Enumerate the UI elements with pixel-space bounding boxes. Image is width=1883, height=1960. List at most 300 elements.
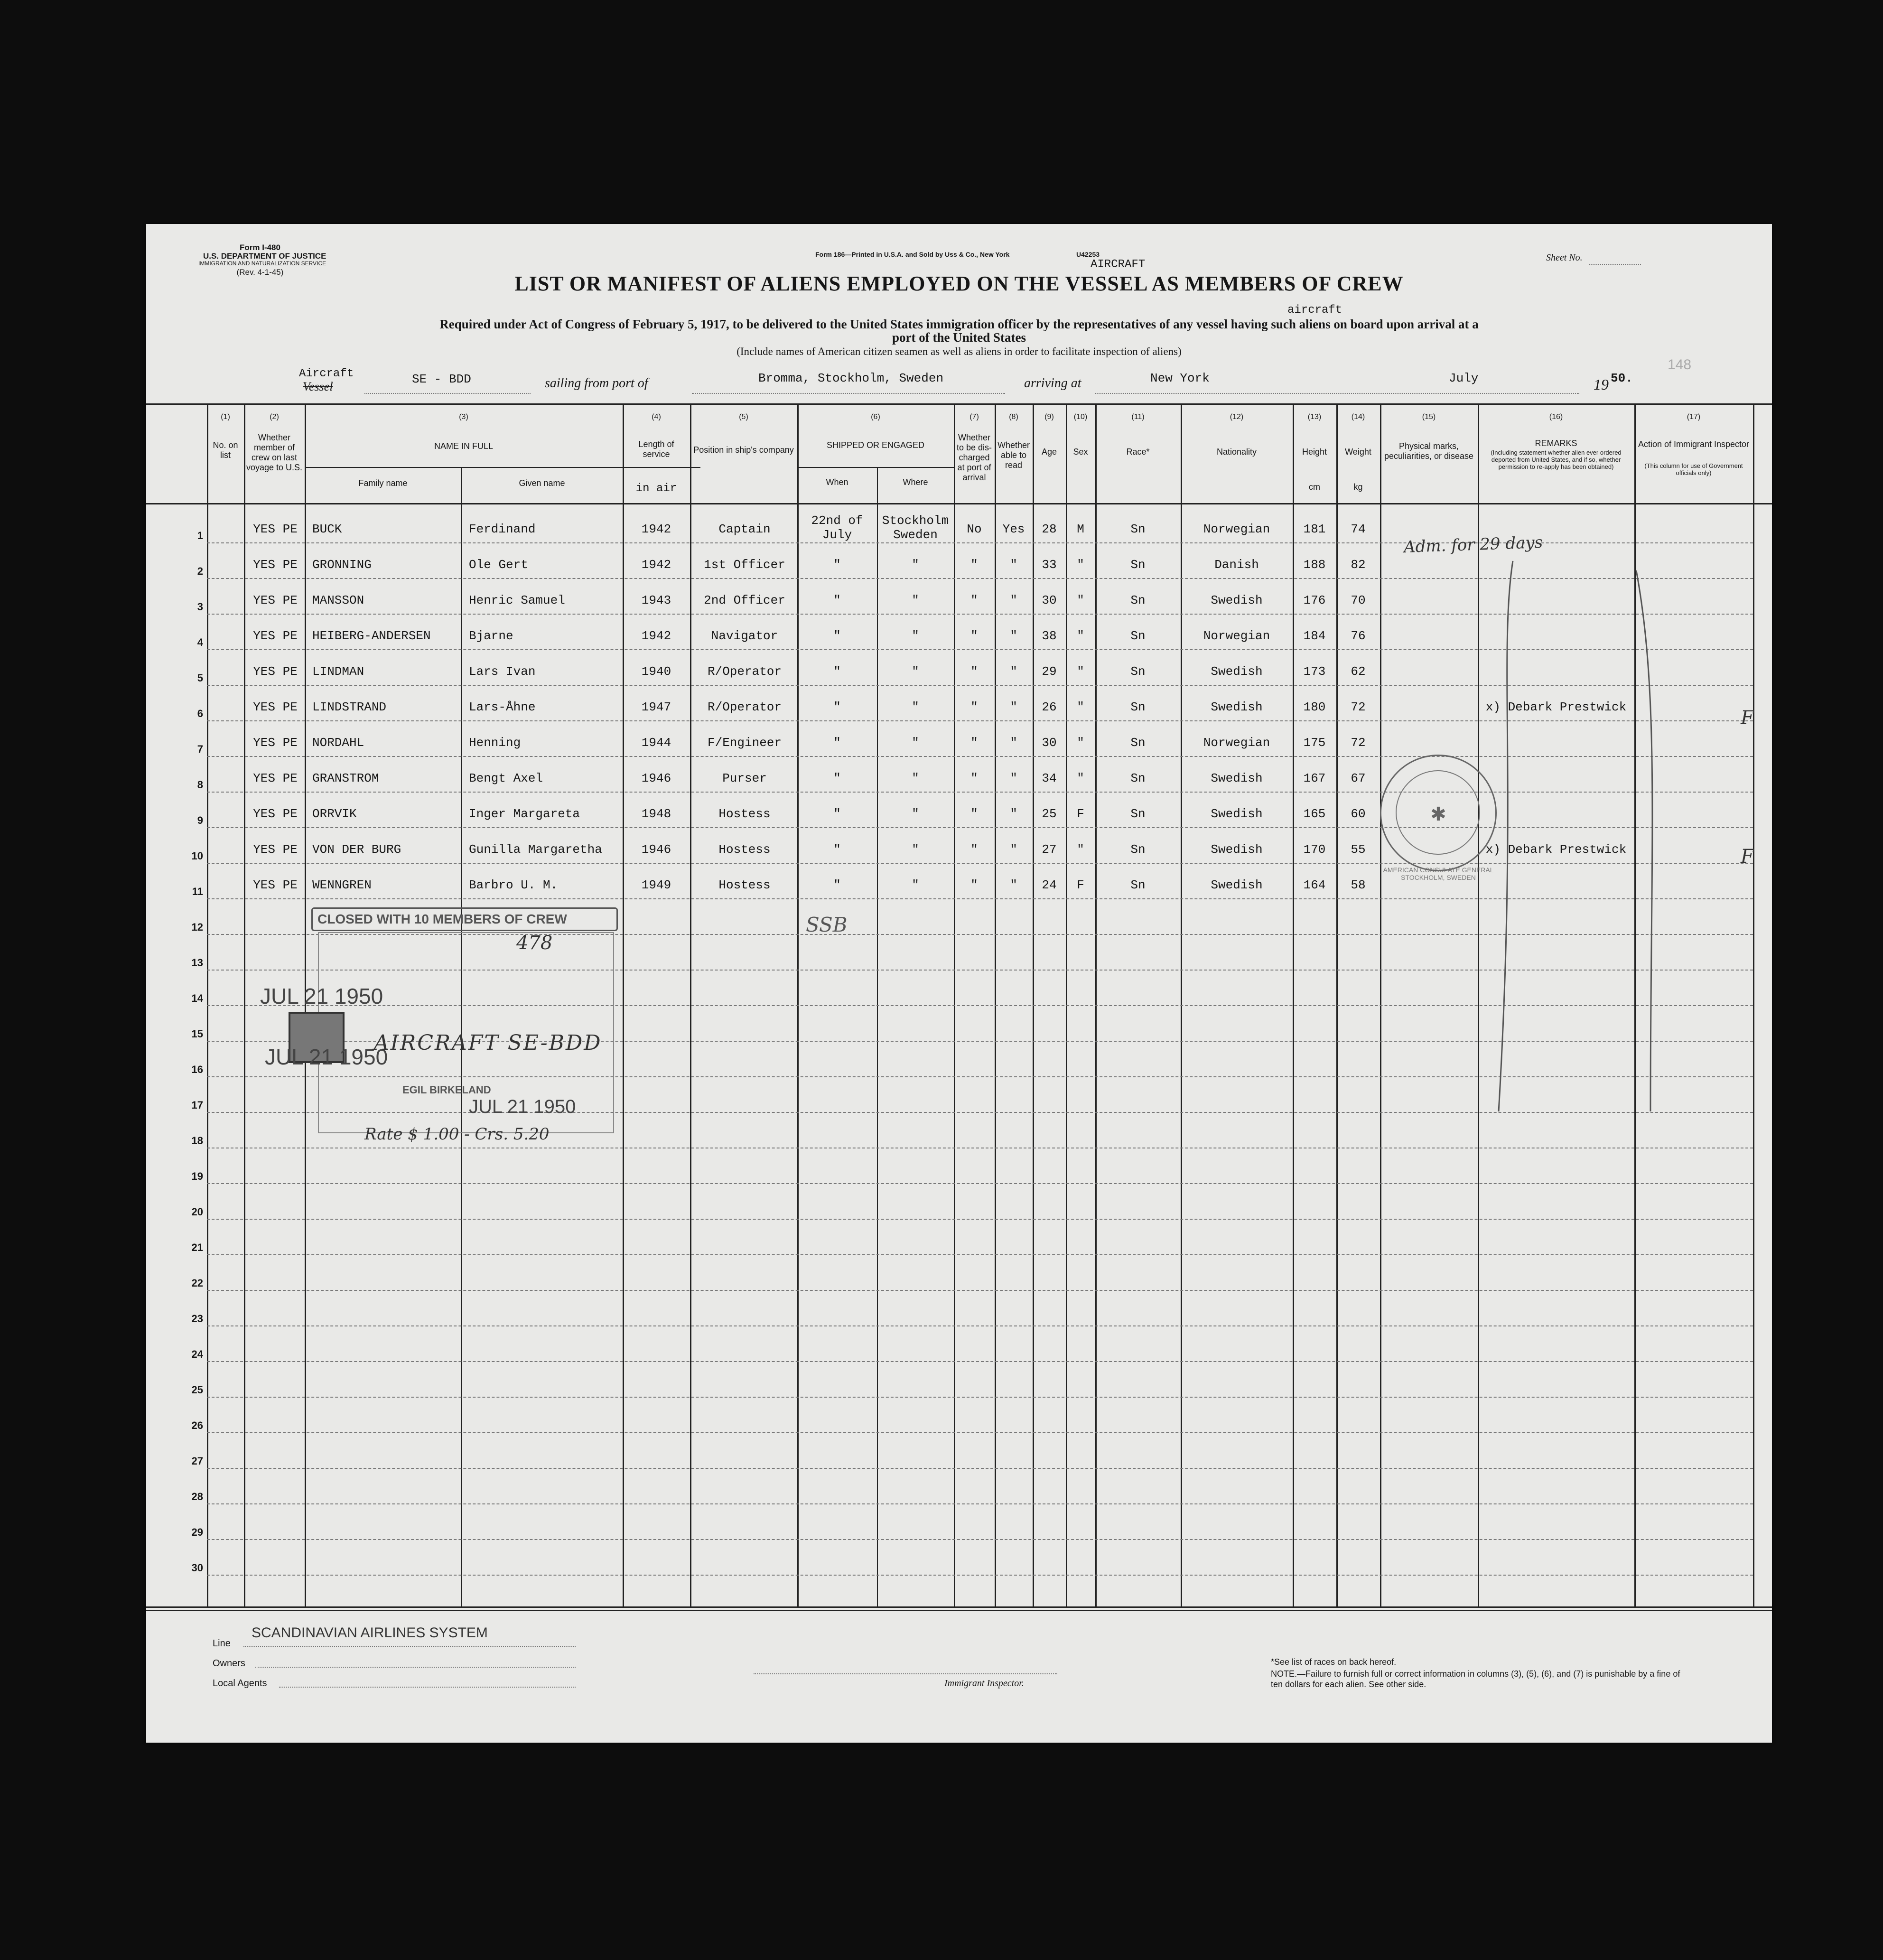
cell-nationality: Norwegian	[1203, 629, 1270, 643]
col-num: (8)	[1009, 413, 1018, 421]
col-num: (3)	[459, 413, 468, 421]
cell-family: VON DER BURG	[312, 842, 401, 857]
cell-nationality: Swedish	[1211, 807, 1263, 821]
row-rule	[207, 1503, 1753, 1504]
cell-last_voyage: YES PE	[253, 807, 298, 821]
cell-weight: 72	[1351, 736, 1366, 750]
arriving-port: New York	[1150, 371, 1210, 385]
cell-given: Bjarne	[469, 629, 513, 643]
initials: SSB	[806, 913, 848, 936]
row-number: 3	[197, 601, 203, 613]
col-family-name: Family name	[358, 478, 408, 488]
cell-discharged: "	[970, 558, 978, 572]
row-rule	[207, 1219, 1753, 1220]
row-number: 1	[197, 530, 203, 541]
subtitle-2: port of the United States	[892, 330, 1026, 345]
cell-family: LINDSTRAND	[312, 700, 387, 714]
cell-race: Sn	[1130, 842, 1146, 857]
cell-service: 1948	[641, 807, 671, 821]
cell-remarks: x) Debark Prestwick	[1485, 842, 1627, 857]
cell-read: "	[1010, 593, 1017, 607]
service: IMMIGRATION AND NATURALIZATION SERVICE	[198, 260, 326, 267]
cell-last_voyage: YES PE	[253, 558, 298, 572]
cell-nationality: Norwegian	[1203, 736, 1270, 750]
cell-nationality: Norwegian	[1203, 522, 1270, 536]
cell-last_voyage: YES PE	[253, 629, 298, 643]
cell-where: "	[912, 736, 919, 750]
col-race: Race*	[1126, 447, 1150, 457]
cell-sex: "	[1077, 558, 1084, 572]
col-read: Whether able to read	[997, 440, 1030, 470]
row-rule	[207, 1468, 1753, 1469]
col-num: (13)	[1307, 413, 1322, 421]
manifest-sheet	[146, 224, 1772, 1743]
page-title: LIST OR MANIFEST OF ALIENS EMPLOYED ON THE VESSEL AS MEMBERS OF CREW	[514, 272, 1404, 295]
cell-last_voyage: YES PE	[253, 878, 298, 892]
cell-when: "	[833, 842, 841, 857]
cell-service: 1942	[641, 629, 671, 643]
cell-service: 1944	[641, 736, 671, 750]
cell-when: "	[833, 878, 841, 892]
row-number: 11	[192, 886, 203, 897]
cell-last_voyage: YES PE	[253, 736, 298, 750]
arrival-month: July	[1449, 371, 1479, 385]
cell-where: Stockholm Sweden	[882, 513, 949, 542]
cell-where: "	[912, 878, 919, 892]
row-number: 2	[197, 565, 203, 577]
cell-race: Sn	[1130, 878, 1146, 892]
seal-text: AMERICAN CONSULATE GENERAL STOCKHOLM, SWEDEN	[1383, 866, 1494, 881]
vessel-name: SE - BDD	[412, 372, 471, 386]
cell-family: GRONNING	[312, 558, 372, 572]
cell-when: "	[833, 593, 841, 607]
cell-position: 2nd Officer	[704, 593, 785, 607]
stamp-number: 478	[516, 932, 553, 954]
cell-family: HEIBERG-ANDERSEN	[312, 629, 431, 643]
cell-given: Inger Margareta	[469, 807, 580, 821]
cell-when: "	[833, 771, 841, 785]
sailing-port: Bromma, Stockholm, Sweden	[758, 371, 944, 385]
row-number: 30	[191, 1562, 203, 1574]
cell-discharged: "	[970, 700, 978, 714]
cell-last_voyage: YES PE	[253, 664, 298, 679]
owners-label: Owners	[213, 1658, 245, 1669]
col-num: (14)	[1351, 413, 1365, 421]
cell-service: 1942	[641, 558, 671, 572]
aircraft-stamp: AIRCRAFT SE-BDD	[374, 1031, 602, 1055]
col-service-note: in air	[635, 482, 677, 495]
cell-race: Sn	[1130, 593, 1146, 607]
consulate-seal	[1380, 755, 1497, 881]
row-rule	[207, 1361, 1753, 1362]
cell-read: "	[1010, 664, 1017, 679]
cell-read: "	[1010, 878, 1017, 892]
cell-height: 184	[1303, 629, 1326, 643]
cell-sex: "	[1077, 736, 1084, 750]
aircraft-insert-2: aircraft	[1287, 304, 1342, 317]
cell-age: 24	[1042, 878, 1057, 892]
races-note: *See list of races on back hereof.	[1271, 1657, 1397, 1667]
cell-height: 170	[1303, 842, 1326, 857]
row-number: 10	[191, 850, 203, 862]
row-number: 25	[191, 1384, 203, 1396]
row-rule	[207, 1183, 1753, 1184]
col-num: (4)	[652, 413, 661, 421]
row-rule	[207, 1325, 1753, 1326]
cell-where: "	[912, 807, 919, 821]
row-number: 4	[197, 636, 203, 648]
col-num: (2)	[270, 413, 279, 421]
closed-stamp	[311, 907, 618, 931]
cell-height: 175	[1303, 736, 1326, 750]
cell-height: 167	[1303, 771, 1326, 785]
col-when: When	[826, 477, 848, 487]
cell-weight: 70	[1351, 593, 1366, 607]
row-rule	[207, 1539, 1753, 1540]
printer-code: U42253	[1076, 251, 1100, 258]
cell-family: BUCK	[312, 522, 342, 536]
cell-weight: 58	[1351, 878, 1366, 892]
row-number: 22	[191, 1277, 203, 1289]
cell-read: "	[1010, 736, 1017, 750]
printer-line: Form 186—Printed in U.S.A. and Sold by Uss & Co., New York	[815, 251, 1010, 258]
cell-race: Sn	[1130, 771, 1146, 785]
cell-sex: M	[1077, 522, 1084, 536]
cell-given: Lars-Åhne	[469, 700, 536, 714]
fee-note: Rate $ 1.00 - Crs. 5.20	[364, 1125, 550, 1144]
cell-given: Barbro U. M.	[469, 878, 558, 892]
col-last-voyage: Whether member of crew on last voyage to U.S.	[246, 433, 303, 472]
row-rule	[207, 1397, 1753, 1398]
cell-given: Bengt Axel	[469, 771, 543, 785]
cell-race: Sn	[1130, 807, 1146, 821]
agents-label: Local Agents	[213, 1678, 267, 1689]
cell-age: 33	[1042, 558, 1057, 572]
cell-age: 28	[1042, 522, 1057, 536]
cell-height: 188	[1303, 558, 1326, 572]
cell-height: 176	[1303, 593, 1326, 607]
cell-weight: 67	[1351, 771, 1366, 785]
cell-discharged: "	[970, 664, 978, 679]
col-height-unit: cm	[1309, 482, 1320, 492]
col-where: Where	[903, 477, 928, 487]
row-number: 24	[191, 1348, 203, 1360]
cell-sex: "	[1077, 593, 1084, 607]
cell-given: Ole Gert	[469, 558, 528, 572]
cell-weight: 72	[1351, 700, 1366, 714]
date-stamp-3: JUL 21 1950	[469, 1096, 576, 1117]
line-label: Line	[213, 1638, 231, 1649]
row-number: 14	[191, 992, 203, 1004]
cell-position: R/Operator	[707, 664, 782, 679]
cell-sex: "	[1077, 842, 1084, 857]
year-prefix: 19	[1594, 376, 1609, 393]
cell-sex: F	[1077, 878, 1084, 892]
eagle-icon: ✱	[1430, 804, 1446, 825]
footer-note: NOTE.—Failure to furnish full or correct information in columns (3), (5), (6), and (7) is punishable by a fine of ten dollars for each alien. See other side.	[1271, 1669, 1680, 1689]
cell-height: 181	[1303, 522, 1326, 536]
closed-stamp-text: CLOSED WITH 10 MEMBERS OF CREW	[317, 912, 567, 926]
cell-discharged: "	[970, 771, 978, 785]
cell-where: "	[912, 593, 919, 607]
year-suffix: 50.	[1611, 371, 1633, 385]
cell-height: 173	[1303, 664, 1326, 679]
cell-when: "	[833, 664, 841, 679]
col-name: NAME IN FULL	[434, 441, 494, 451]
col-remarks: REMARKS	[1535, 439, 1577, 448]
row-number: 6	[197, 708, 203, 719]
row-number: 17	[191, 1099, 203, 1111]
row-number: 27	[191, 1455, 203, 1467]
row-number: 28	[191, 1491, 203, 1503]
cell-nationality: Swedish	[1211, 664, 1263, 679]
cell-service: 1943	[641, 593, 671, 607]
col-action-note: (This column for use of Government officials only)	[1644, 462, 1743, 476]
vessel-type: Aircraft	[299, 367, 354, 380]
cell-family: WENNGREN	[312, 878, 372, 892]
cell-weight: 60	[1351, 807, 1366, 821]
cell-given: Henric Samuel	[469, 593, 565, 607]
line-value: SCANDINAVIAN AIRLINES SYSTEM	[252, 1625, 488, 1641]
cell-family: MANSSON	[312, 593, 364, 607]
cell-where: "	[912, 842, 919, 857]
cell-service: 1947	[641, 700, 671, 714]
col-num: (1)	[221, 413, 230, 421]
cell-discharged: "	[970, 593, 978, 607]
row-number: 13	[191, 957, 203, 969]
cell-given: Ferdinand	[469, 522, 536, 536]
row-number: 9	[197, 814, 203, 826]
col-num: (11)	[1131, 413, 1145, 421]
cell-family: GRANSTROM	[312, 771, 379, 785]
cell-discharged: "	[970, 736, 978, 750]
cell-race: Sn	[1130, 558, 1146, 572]
cell-when: "	[833, 700, 841, 714]
cell-where: "	[912, 664, 919, 679]
sheet-no-label: Sheet No.	[1546, 252, 1583, 263]
cell-family: LINDMAN	[312, 664, 364, 679]
cell-position: Hostess	[718, 878, 771, 892]
cell-age: 38	[1042, 629, 1057, 643]
col-num: (15)	[1422, 413, 1436, 421]
cell-discharged: "	[970, 842, 978, 857]
row-number: 21	[191, 1241, 203, 1253]
cell-sex: "	[1077, 771, 1084, 785]
cell-when: "	[833, 558, 841, 572]
row-number: 19	[191, 1170, 203, 1182]
row-number: 15	[191, 1028, 203, 1040]
cell-weight: 82	[1351, 558, 1366, 572]
form-number: Form I-480	[240, 243, 280, 252]
cell-given: Gunilla Margaretha	[469, 842, 602, 857]
physical-note: Adm. for 29 days	[1403, 532, 1543, 557]
col-action: Action of Immigrant Inspector	[1638, 439, 1750, 449]
cell-age: 29	[1042, 664, 1057, 679]
col-sex: Sex	[1073, 447, 1088, 457]
cell-height: 164	[1303, 878, 1326, 892]
col-num: (10)	[1073, 413, 1088, 421]
cell-discharged: "	[970, 807, 978, 821]
col-num: (12)	[1230, 413, 1244, 421]
cell-service: 1949	[641, 878, 671, 892]
cell-last_voyage: YES PE	[253, 842, 298, 857]
cell-position: R/Operator	[707, 700, 782, 714]
row-number: 7	[197, 743, 203, 755]
row-rule	[207, 1432, 1753, 1433]
vessel-label: Vessel	[303, 380, 333, 393]
cell-nationality: Danish	[1214, 558, 1259, 572]
row-number: 18	[191, 1135, 203, 1147]
row-number: 29	[191, 1526, 203, 1538]
department: U.S. DEPARTMENT OF JUSTICE	[203, 252, 326, 261]
cell-remarks: x) Debark Prestwick	[1485, 700, 1627, 714]
cell-sex: F	[1077, 807, 1084, 821]
cell-when: "	[833, 629, 841, 643]
cell-height: 165	[1303, 807, 1326, 821]
cell-race: Sn	[1130, 700, 1146, 714]
cell-race: Sn	[1130, 522, 1146, 536]
page-number: 148	[1668, 357, 1692, 373]
col-position: Position in ship's company	[693, 445, 794, 455]
col-num: (6)	[871, 413, 880, 421]
cell-position: Captain	[718, 522, 771, 536]
inspector-mark-row6: F	[1741, 707, 1754, 729]
officer-stamp: EGIL BIRKELAND	[402, 1084, 491, 1096]
col-nationality: Nationality	[1216, 447, 1257, 457]
cell-height: 180	[1303, 700, 1326, 714]
cell-discharged: "	[970, 629, 978, 643]
cell-position: Purser	[722, 771, 767, 785]
cell-position: 1st Officer	[704, 558, 785, 572]
cell-age: 30	[1042, 736, 1057, 750]
cell-position: Hostess	[718, 842, 771, 857]
cell-where: "	[912, 558, 919, 572]
col-service: Length of service	[638, 439, 674, 459]
cell-where: "	[912, 700, 919, 714]
cell-last_voyage: YES PE	[253, 522, 298, 536]
cell-position: Navigator	[711, 629, 778, 643]
cell-sex: "	[1077, 700, 1084, 714]
cell-nationality: Swedish	[1211, 771, 1263, 785]
col-weight: Weight	[1345, 447, 1371, 457]
aircraft-insert: AIRCRAFT	[1091, 258, 1146, 271]
col-shipped: SHIPPED OR ENGAGED	[826, 440, 925, 450]
cell-read: "	[1010, 842, 1017, 857]
cell-last_voyage: YES PE	[253, 700, 298, 714]
col-weight-unit: kg	[1353, 482, 1363, 492]
row-number: 23	[191, 1313, 203, 1325]
cell-race: Sn	[1130, 736, 1146, 750]
cell-read: "	[1010, 629, 1017, 643]
inspector-mark-row10: F	[1741, 846, 1754, 868]
cell-nationality: Swedish	[1211, 842, 1263, 857]
row-rule	[207, 1254, 1753, 1255]
cell-weight: 55	[1351, 842, 1366, 857]
cell-read: Yes	[1002, 522, 1025, 536]
cell-position: Hostess	[718, 807, 771, 821]
cell-read: "	[1010, 807, 1017, 821]
col-num: (5)	[739, 413, 748, 421]
cell-given: Lars Ivan	[469, 664, 536, 679]
cell-sex: "	[1077, 629, 1084, 643]
row-number: 16	[191, 1064, 203, 1075]
col-height: Height	[1302, 447, 1327, 457]
sailing-label: sailing from port of	[545, 376, 648, 391]
col-num: (9)	[1044, 413, 1054, 421]
cell-race: Sn	[1130, 664, 1146, 679]
cell-when: "	[833, 807, 841, 821]
row-number: 26	[191, 1419, 203, 1431]
subtitle-1: Required under Act of Congress of February 5, 1917, to be delivered to the United States immigration officer by the representatives of any vessel having such aliens on board upon arrival at a	[439, 317, 1479, 331]
col-num: (17)	[1687, 413, 1701, 421]
cell-where: "	[912, 629, 919, 643]
row-number: 5	[197, 672, 203, 684]
cell-read: "	[1010, 700, 1017, 714]
col-discharged: Whether to be dis-charged at port of arrival	[956, 433, 992, 482]
cell-when: 22nd of July	[811, 513, 863, 542]
cell-read: "	[1010, 558, 1017, 572]
cell-last_voyage: YES PE	[253, 593, 298, 607]
date-stamp-2: JUL 21 1950	[265, 1045, 388, 1069]
cell-service: 1940	[641, 664, 671, 679]
cell-where: "	[912, 771, 919, 785]
cell-weight: 74	[1351, 522, 1366, 536]
col-remarks-note: (Including statement whether alien ever ordered deported from United States, and if so, whether permission to re-apply has been obtained)	[1491, 449, 1622, 470]
row-number: 12	[191, 921, 203, 933]
cell-age: 25	[1042, 807, 1057, 821]
cell-when: "	[833, 736, 841, 750]
cell-service: 1942	[641, 522, 671, 536]
cell-age: 26	[1042, 700, 1057, 714]
inspector-label: Immigrant Inspector.	[944, 1678, 1024, 1689]
cell-age: 34	[1042, 771, 1057, 785]
cell-service: 1946	[641, 771, 671, 785]
arriving-label: arriving at	[1024, 376, 1081, 391]
cell-sex: "	[1077, 664, 1084, 679]
date-stamp-1: JUL 21 1950	[260, 984, 383, 1008]
cell-read: "	[1010, 771, 1017, 785]
cell-given: Henning	[469, 736, 521, 750]
cell-service: 1946	[641, 842, 671, 857]
col-age: Age	[1041, 447, 1057, 457]
cell-nationality: Swedish	[1211, 593, 1263, 607]
cell-age: 27	[1042, 842, 1057, 857]
cell-last_voyage: YES PE	[253, 771, 298, 785]
cell-nationality: Swedish	[1211, 878, 1263, 892]
col-num: (7)	[969, 413, 979, 421]
revision: (Rev. 4-1-45)	[236, 268, 284, 277]
cell-position: F/Engineer	[707, 736, 782, 750]
cell-family: NORDAHL	[312, 736, 364, 750]
cell-weight: 62	[1351, 664, 1366, 679]
cell-race: Sn	[1130, 629, 1146, 643]
cell-discharged: "	[970, 878, 978, 892]
cell-discharged: No	[967, 522, 982, 536]
cell-family: ORRVIK	[312, 807, 357, 821]
row-number: 8	[197, 779, 203, 791]
cell-nationality: Swedish	[1211, 700, 1263, 714]
row-number: 20	[191, 1206, 203, 1218]
cell-age: 30	[1042, 593, 1057, 607]
row-rule	[207, 1575, 1753, 1576]
col-num: (16)	[1549, 413, 1563, 421]
col-physical: Physical marks, peculiarities, or disease	[1384, 441, 1474, 461]
cell-weight: 76	[1351, 629, 1366, 643]
col-given-name: Given name	[519, 478, 565, 488]
subtitle-3: (Include names of American citizen seamen as well as aliens in order to facilitate inspection of aliens)	[736, 345, 1182, 357]
row-rule	[207, 1290, 1753, 1291]
col-no-on-list: No. on list	[213, 440, 238, 460]
